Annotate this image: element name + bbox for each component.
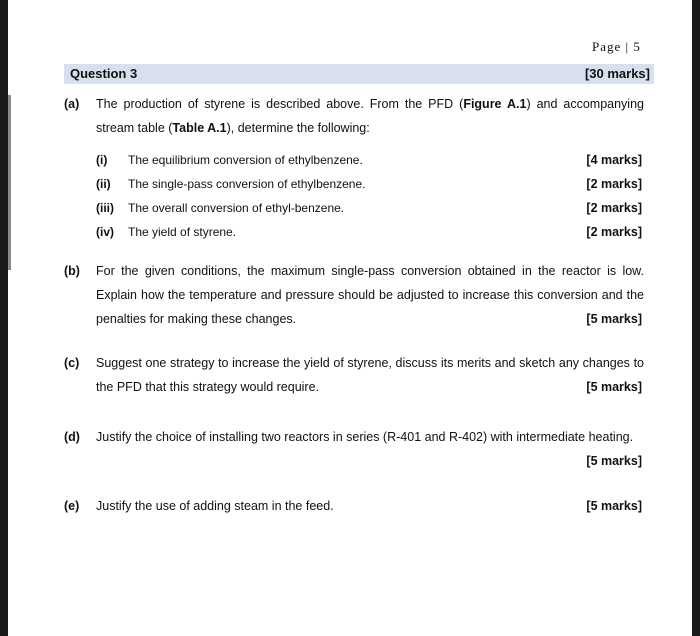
part-a-figure-num: 1	[519, 97, 527, 111]
part-a-iv-marks: [2 marks]	[586, 225, 642, 239]
part-a-label: (a)	[64, 97, 80, 111]
part-c-marks: [5 marks]	[586, 380, 642, 394]
part-d-label: (d)	[64, 430, 80, 444]
question-title: Question 3	[70, 66, 138, 81]
part-a-text-1: The production of styrene is described above. From the PFD (	[96, 97, 464, 111]
part-d-marks: [5 marks]	[586, 454, 642, 468]
part-a-iii-label: (iii)	[96, 201, 114, 215]
part-a-i-label: (i)	[96, 153, 108, 167]
page-number: Page | 5	[592, 39, 641, 54]
part-a-ii-text: The single-pass conversion of ethylbenzene.	[128, 177, 366, 191]
part-e-text: Justify the use of adding steam in the feed.	[96, 499, 334, 513]
part-b-text: For the given conditions, the maximum single-pass conversion obtained in the reactor is low. Explain how the temperature and pressure should be adjusted to increase this conversion and the penalties for making these changes.	[96, 264, 644, 326]
part-c-text: Suggest one strategy to increase the yield of styrene, discuss its merits and sketch any changes to the PFD that this strategy would require.	[96, 356, 644, 394]
part-a-table-ref: Table A.1	[172, 121, 227, 135]
part-a-iv-text: The yield of styrene.	[128, 225, 237, 239]
part-b-marks: [5 marks]	[586, 312, 642, 326]
part-a-iii-text: The overall conversion of ethyl-benzene.	[128, 201, 345, 215]
part-e-label: (e)	[64, 499, 80, 513]
part-a-text-3: ), determine the following:	[226, 121, 370, 135]
part-d-text: Justify the choice of installing two reactors in series (R-401 and R-402) with intermediate heating.	[96, 430, 634, 444]
part-c-label: (c)	[64, 356, 80, 370]
question-total-marks: [30 marks]	[584, 66, 650, 81]
part-a-iv-label: (iv)	[96, 225, 114, 239]
part-a-figure-ref: Figure A.	[463, 97, 520, 111]
question-header-bar	[64, 64, 654, 84]
part-a-text	[96, 92, 644, 140]
part-a-i-text: The equilibrium conversion of ethylbenzene.	[128, 153, 363, 167]
part-a-ii-label: (ii)	[96, 177, 111, 191]
part-a-i-marks: [4 marks]	[586, 153, 642, 167]
page-edge-shadow	[8, 95, 11, 270]
document-page	[8, 0, 692, 636]
part-e-marks: [5 marks]	[586, 499, 642, 513]
part-a-ii-marks: [2 marks]	[586, 177, 642, 191]
part-a-iii-marks: [2 marks]	[586, 201, 642, 215]
part-a-text-2: ) and accompanying stream table (	[96, 97, 644, 135]
part-b-label: (b)	[64, 264, 80, 278]
